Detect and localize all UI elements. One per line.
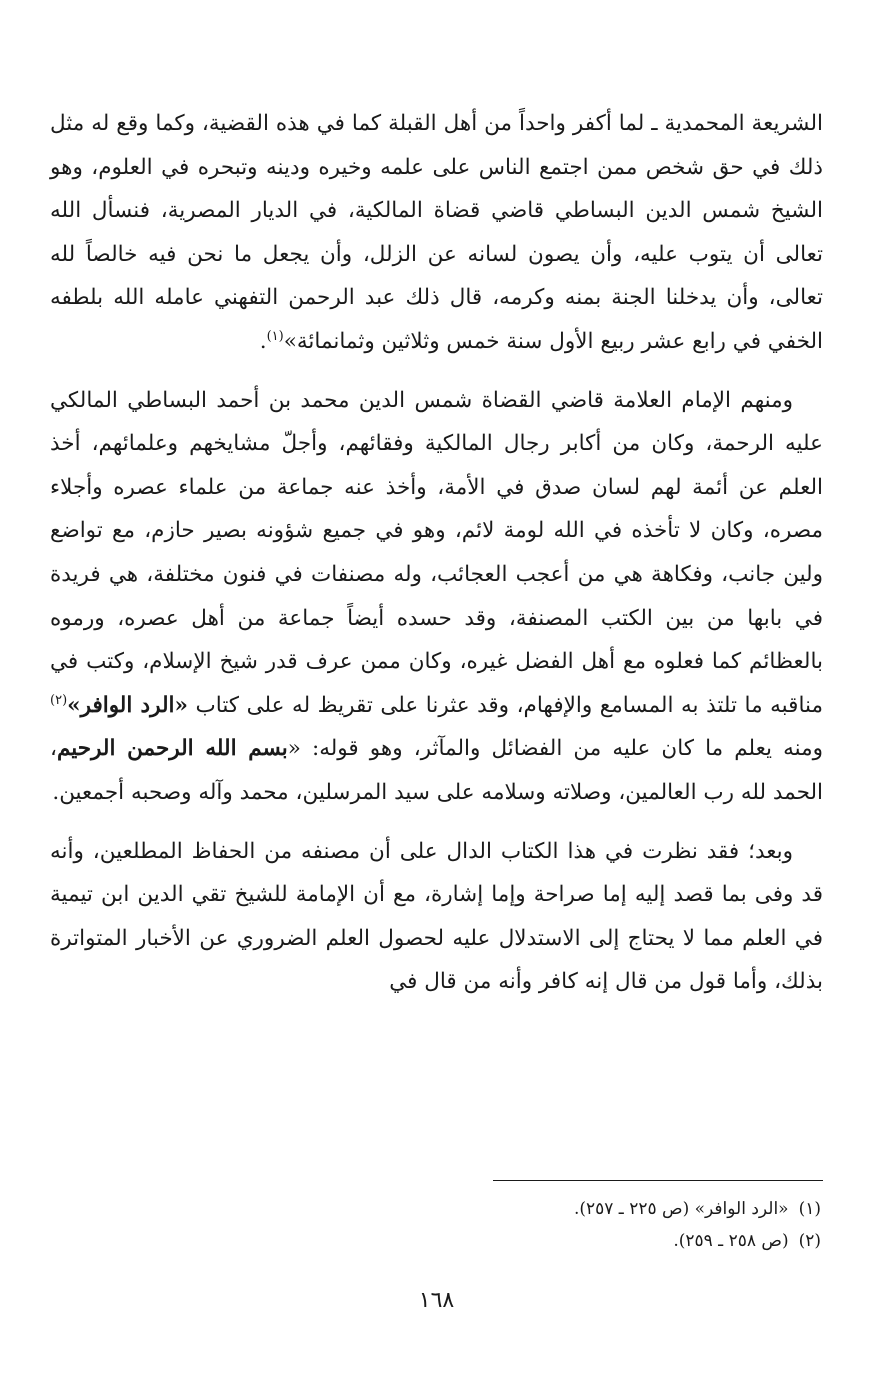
- bold-text: بسم الله الرحمن الرحيم: [56, 736, 288, 762]
- text-segment: وبعد؛ فقد نظرت في هذا الكتاب الدال على أن مصنفه من الحفاظ المطلعين، وأنه قد وفى بما قصد إليه إما صراحة وإما إشارة، مع أن الإمامة للشيخ تقي الدين ابن تيمية في العلم مما لا يحتاج إلى الاستدلال عليه لحصول العلم الضروري عن الأخبار المتواترة بذلك، وأما قول من قال إنه كافر وأنه من قال في: [50, 838, 823, 995]
- paragraph-2: [50, 379, 823, 815]
- footnote-2: [300, 1225, 821, 1257]
- footnote-text: «الرد الوافر» (ص ٢٢٥ ـ ٢٥٧).: [573, 1199, 789, 1219]
- text-segment: .: [259, 328, 267, 354]
- footnote-text: (ص ٢٥٨ ـ ٢٥٩).: [673, 1231, 789, 1251]
- footnote-number: (٢): [798, 1231, 821, 1251]
- page-number: ١٦٨: [418, 1288, 455, 1313]
- footnote-divider: [493, 1180, 823, 1181]
- text-segment: ومنهم الإمام العلامة قاضي القضاة شمس الدين محمد بن أحمد البساطي المالكي عليه الرحمة، وكان من أكابر رجال المالكية وفقائهم، وأجلّ مشايخهم وعلمائهم، أخذ العلم عن أئمة لهم لسان صدق في الأمة، وأخذ عنه جماعة من علماء عصره وأجلاء مصره، وكان لا تأخذه في الله لومة لائم، وهو في جميع شؤونه بصير حازم، مع تواضع ولين جانب، وفكاهة هي من أعجب العجائب، وله مصنفات في فنون مختلفة، هي فريدة في بابها من بين الكتب المصنفة، وقد حسده أيضاً جماعة من أهل عصره، ورموه بالعظائم كما فعلوه مع أهل الفضل غيره، وكان ممن عرف قدر شيخ الإسلام، وكتب في مناقبه ما تلتذ به المسامع والإفهام، وقد عثرنا على تقريظ له على كتاب: [50, 387, 823, 718]
- footnote-reference: (٢): [50, 692, 68, 708]
- text-segment: الشريعة المحمدية ـ لما أكفر واحداً من أهل القبلة كما في هذه القضية، وكما وقع له مثل ذلك في حق شخص ممن اجتمع الناس على علمه وخيره ودينه وتبحره في العلوم، وهو الشيخ شمس الدين البساطي قاضي قضاة المالكية، في الديار المصرية، فنسأل الله تعالى أن يتوب عليه، وأن يصون لسانه عن الزلل، وأن يجعل ما نحن فيه خالصاً لله تعالى، وأن يدخلنا الجنة بمنه وكرمه، قال ذلك عبد الرحمن التفهني عامله الله بلطفه الخفي في رابع عشر ربيع الأول سنة خمس وثلاثين وثمانمائة»: [50, 111, 823, 354]
- text-segment: ، الحمد لله رب العالمين، وصلاته وسلامه على سيد المرسلين، محمد وآله وصحبه أجمعين.: [50, 736, 823, 805]
- footnote-number: (١): [798, 1199, 821, 1219]
- text-segment: ومنه يعلم ما كان عليه من الفضائل والمآثر، وهو قوله: «: [287, 736, 823, 762]
- paragraph-1: [50, 102, 823, 364]
- footnote-reference: (١): [266, 328, 284, 344]
- main-text: [50, 102, 823, 1004]
- footnotes: [300, 1193, 821, 1257]
- bold-text: «الرد الوافر»: [67, 692, 188, 718]
- paragraph-3: [50, 830, 823, 1004]
- footnote-1: [300, 1193, 821, 1225]
